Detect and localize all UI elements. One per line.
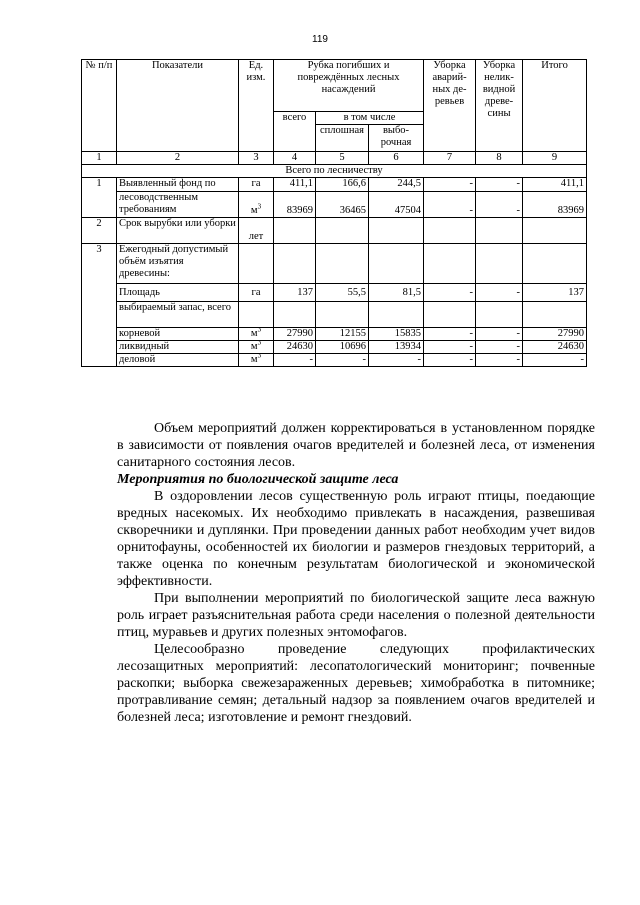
col-number: 3 xyxy=(239,152,274,165)
cell-total: 411,1 xyxy=(274,178,316,192)
cell-sum: - xyxy=(523,354,587,367)
cell-nonliquid xyxy=(476,302,523,328)
cell-emergency: - xyxy=(424,192,476,218)
row-label: Площадь xyxy=(117,284,239,302)
row-label: Срок вырубки или уборки xyxy=(117,218,239,244)
cell-total: 27990 xyxy=(274,328,316,341)
table-row xyxy=(82,244,587,284)
cell-selective xyxy=(369,302,424,328)
cell-clear: 55,5 xyxy=(316,284,369,302)
row-label: корневой xyxy=(117,328,239,341)
cell-clear: - xyxy=(316,354,369,367)
row-num: 2 xyxy=(82,218,117,244)
paragraph: Объем мероприятий должен корректироваться в установленном порядке в зависимости от появления очагов вредителей и болезней леса, от изменения санитарного состояния лесов. xyxy=(117,421,595,470)
cell-total xyxy=(274,218,316,244)
paragraph: В оздоровлении лесов существенную роль играют птицы, поедающие вредных насекомых. Их необходимо привлекать в насаждения, развешивая скворечники и дуплянки. При проведении данных работ необходим учет видов орнитофауны, особенностей их биологии и размеров гнездовых территорий, а также оценка по конечным результатам биологической и экономической эффективности. xyxy=(117,489,595,589)
cell-selective: 13934 xyxy=(369,341,424,354)
header-indicators: Показатели xyxy=(117,60,239,152)
col-number: 7 xyxy=(424,152,476,165)
cell-nonliquid: - xyxy=(476,284,523,302)
cell-sum: 411,1 xyxy=(523,178,587,192)
cell-selective xyxy=(369,244,424,284)
cell-emergency: - xyxy=(424,354,476,367)
cell-clear: 12155 xyxy=(316,328,369,341)
cell-clear: 166,6 xyxy=(316,178,369,192)
cell-nonliquid xyxy=(476,244,523,284)
cell-selective xyxy=(369,218,424,244)
table-row xyxy=(82,354,587,367)
header-unit: Ед. изм. xyxy=(239,60,274,152)
row-num xyxy=(82,284,117,302)
row-unit: га xyxy=(239,178,274,192)
row-label: ликвидный xyxy=(117,341,239,354)
row-label: деловой xyxy=(117,354,239,367)
cell-nonliquid: - xyxy=(476,354,523,367)
header-selective: выбо-рочная xyxy=(369,125,424,152)
row-unit: $м^3$ xyxy=(239,354,274,367)
cell-selective: - xyxy=(369,354,424,367)
cell-selective: 244,5 xyxy=(369,178,424,192)
cell-emergency xyxy=(424,302,476,328)
cell-sum: 27990 xyxy=(523,328,587,341)
header-felling: Рубка погибших и повреждённых лесных насаждений xyxy=(274,60,424,112)
cell-sum xyxy=(523,302,587,328)
row-unit: га xyxy=(239,284,274,302)
row-label: Выявленный фонд по xyxy=(117,178,239,192)
cell-emergency: - xyxy=(424,328,476,341)
table-row xyxy=(82,218,587,244)
cell-clear: 36465 xyxy=(316,192,369,218)
cell-emergency xyxy=(424,244,476,284)
header-sum: Итого xyxy=(523,60,587,152)
cell-selective: 47504 xyxy=(369,192,424,218)
cell-clear xyxy=(316,218,369,244)
cell-sum xyxy=(523,244,587,284)
cell-nonliquid xyxy=(476,218,523,244)
row-num xyxy=(82,328,117,341)
col-number: 2 xyxy=(117,152,239,165)
cell-nonliquid: - xyxy=(476,178,523,192)
row-label: Ежегодный допустимый объём изъятия древесины: xyxy=(117,244,239,284)
cell-total: - xyxy=(274,354,316,367)
cell-emergency: - xyxy=(424,178,476,192)
header-num: № п/п xyxy=(82,60,117,152)
row-unit: $м^3$ xyxy=(239,192,274,218)
row-unit: $м^3$ xyxy=(239,341,274,354)
header-clear: сплошная xyxy=(316,125,369,152)
row-num xyxy=(82,192,117,218)
cell-nonliquid: - xyxy=(476,192,523,218)
col-number: 6 xyxy=(369,152,424,165)
paragraph: Целесообразно проведение следующих профилактических лесозащитных мероприятий: лесопатологический мониторинг; почвенные раскопки; выборка свежезараженных деревьев; химобработка в питомнике; протравливание семян; детальный надзор за появлением очагов вредителей и болезней леса; изготовление и ремонт гнездовий. xyxy=(117,642,595,725)
cell-clear: 10696 xyxy=(316,341,369,354)
header-nonliquid: Уборка нелик-видной древе-сины xyxy=(476,60,523,152)
table-row xyxy=(82,284,587,302)
body-text xyxy=(117,420,595,726)
table-row xyxy=(82,192,587,218)
paragraph: При выполнении мероприятий по биологической защите леса важную роль играет разъяснительная работа среди населения о полезной деятельности птиц, муравьев и других полезных энтомофагов. xyxy=(117,591,595,640)
cell-sum xyxy=(523,218,587,244)
col-number: 1 xyxy=(82,152,117,165)
row-unit xyxy=(239,244,274,284)
cell-nonliquid: - xyxy=(476,341,523,354)
table-row xyxy=(82,341,587,354)
row-label: выбираемый запас, всего xyxy=(117,302,239,328)
row-num: 1 xyxy=(82,178,117,192)
cell-total xyxy=(274,302,316,328)
cell-clear xyxy=(316,244,369,284)
row-unit xyxy=(239,302,274,328)
table-row xyxy=(82,302,587,328)
section-title: Всего по лесничеству xyxy=(82,165,587,178)
cell-total: 83969 xyxy=(274,192,316,218)
row-label: лесоводственным требованиям xyxy=(117,192,239,218)
row-num xyxy=(82,341,117,354)
forest-volume-table xyxy=(81,59,587,367)
cell-emergency: - xyxy=(424,341,476,354)
col-number: 5 xyxy=(316,152,369,165)
col-number: 9 xyxy=(523,152,587,165)
cell-total: 137 xyxy=(274,284,316,302)
row-unit: лет xyxy=(239,218,274,244)
cell-selective: 15835 xyxy=(369,328,424,341)
header-incl: в том числе xyxy=(316,112,424,125)
section-heading: Мероприятия по биологической защите леса xyxy=(117,472,399,487)
col-number: 8 xyxy=(476,152,523,165)
cell-sum: 137 xyxy=(523,284,587,302)
cell-sum: 24630 xyxy=(523,341,587,354)
row-num: 3 xyxy=(82,244,117,284)
header-total: всего xyxy=(274,112,316,152)
cell-clear xyxy=(316,302,369,328)
cell-selective: 81,5 xyxy=(369,284,424,302)
header-emergency: Уборка аварий-ных де-ревьев xyxy=(424,60,476,152)
row-num xyxy=(82,302,117,328)
col-number: 4 xyxy=(274,152,316,165)
table-row xyxy=(82,178,587,192)
cell-total: 24630 xyxy=(274,341,316,354)
cell-sum: 83969 xyxy=(523,192,587,218)
cell-nonliquid: - xyxy=(476,328,523,341)
table-row xyxy=(82,328,587,341)
cell-emergency: - xyxy=(424,284,476,302)
cell-total xyxy=(274,244,316,284)
row-unit: $м^3$ xyxy=(239,328,274,341)
cell-emergency xyxy=(424,218,476,244)
row-num xyxy=(82,354,117,367)
page-number: 119 xyxy=(312,34,328,45)
